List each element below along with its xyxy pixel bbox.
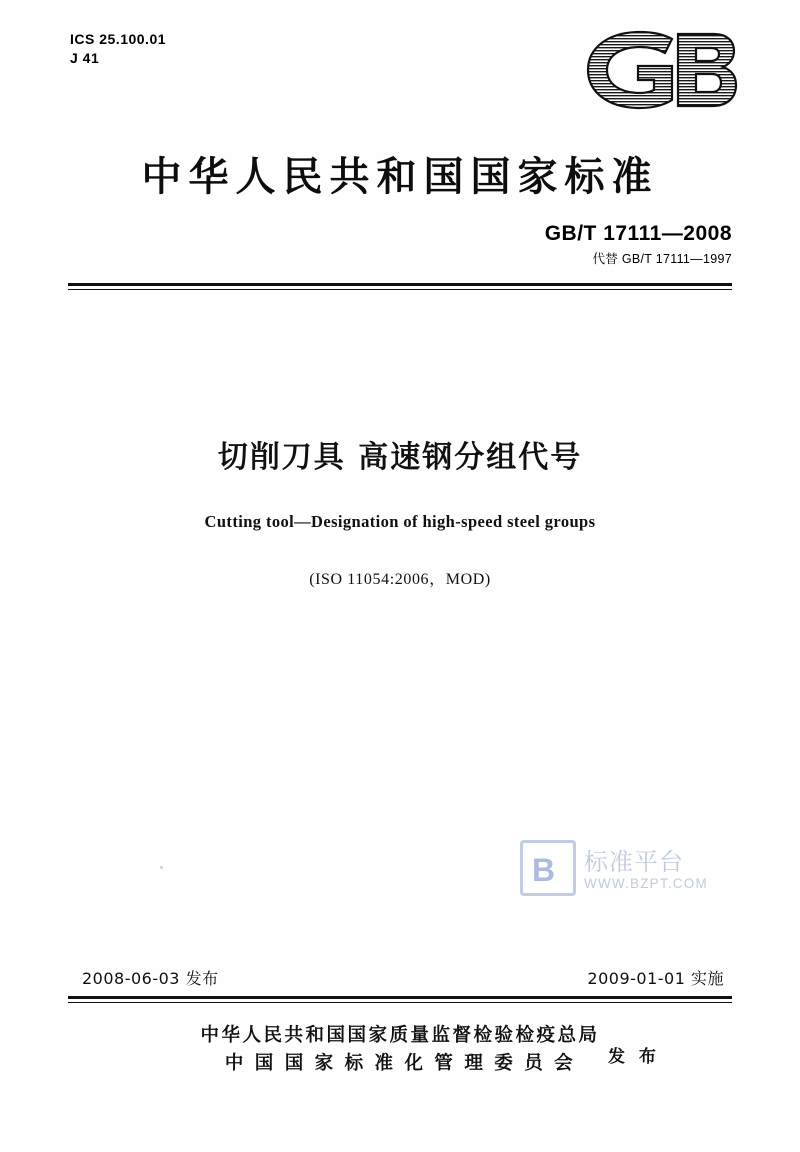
watermark-logo-icon [520, 840, 576, 896]
iso-reference: (ISO 11054:2006，MOD) [309, 571, 491, 588]
standard-replaces: 代替 GB/T 17111—1997 [592, 252, 732, 266]
ics-code: ICS 25.100.01 [70, 31, 167, 47]
page-speck [160, 866, 163, 869]
gb-emblem-icon [578, 26, 738, 114]
watermark-logo-letter: B [532, 852, 556, 888]
watermark-url: WWW.BZPT.COM [584, 876, 708, 891]
issue-date: 2008-06-03 发布 [82, 969, 219, 988]
ccs-code: J 41 [70, 49, 100, 66]
national-standard-heading: 中华人民共和国国家标准 [141, 154, 659, 200]
divider-bottom-thick [68, 996, 732, 999]
divider-bottom-thin [68, 1002, 732, 1003]
watermark-brand: 标准平台 [584, 848, 684, 876]
document-title-cn: 切削刀具 高速钢分组代号 [217, 440, 583, 475]
issuing-bodies [0, 1022, 800, 1078]
document-title-en: Cutting tool—Designation of high-speed steel groups [204, 512, 596, 531]
effective-date: 2009-01-01 实施 [587, 969, 724, 988]
issuer-line-1: 中华人民共和国国家质量监督检验检疫总局 [200, 1025, 600, 1046]
divider-top-thin [68, 289, 732, 290]
standard-number: GB/T 17111—2008 [544, 222, 732, 245]
watermark [520, 838, 750, 908]
divider-top-thick [68, 283, 732, 286]
issuer-line-2: 中 国 国 家 标 准 化 管 理 委 员 会 [224, 1052, 576, 1074]
issue-word: 发 布 [608, 1047, 660, 1067]
classification-block [70, 30, 166, 68]
standard-number-block [545, 222, 732, 267]
